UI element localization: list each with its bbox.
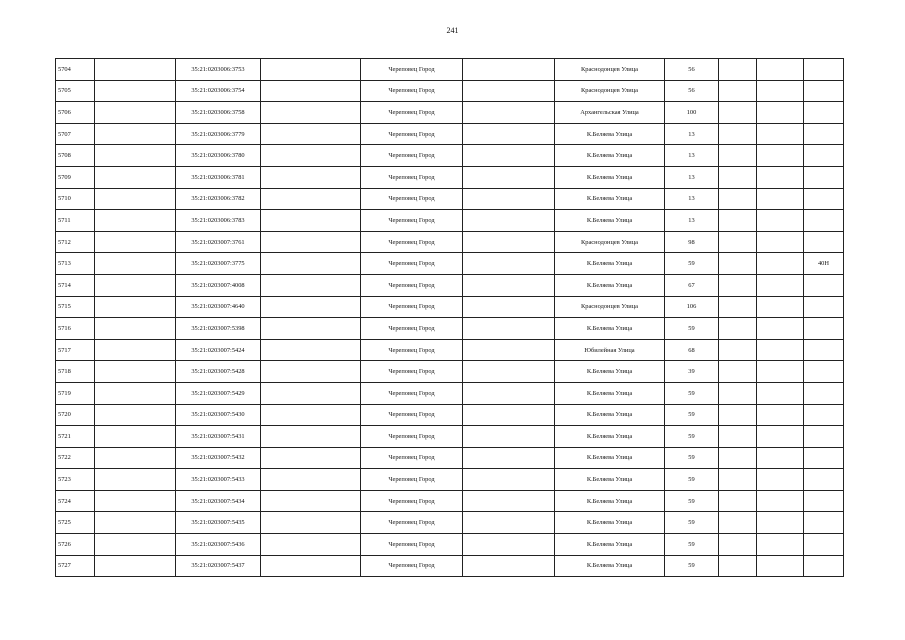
house-number-cell: 13 — [665, 210, 719, 232]
cadastral-number-cell: 35:21:0203006:3779 — [176, 123, 261, 145]
blank-cell — [463, 339, 555, 361]
blank-cell — [719, 404, 757, 426]
blank-cell — [261, 231, 361, 253]
premises-number-cell — [804, 426, 844, 448]
blank-cell — [463, 253, 555, 275]
blank-cell — [95, 166, 176, 188]
table-row — [56, 210, 844, 232]
house-number-cell: 59 — [665, 512, 719, 534]
house-number-cell: 59 — [665, 447, 719, 469]
cadastral-number-cell: 35:21:0203006:3783 — [176, 210, 261, 232]
row-number-cell: 5723 — [56, 469, 95, 491]
blank-cell — [463, 555, 555, 577]
table-row — [56, 469, 844, 491]
cadastral-number-cell: 35:21:0203007:5436 — [176, 534, 261, 556]
blank-cell — [95, 534, 176, 556]
blank-cell — [261, 534, 361, 556]
city-cell: Череповец Город — [361, 188, 463, 210]
blank-cell — [463, 102, 555, 124]
premises-number-cell — [804, 102, 844, 124]
blank-cell — [95, 145, 176, 167]
street-cell: К.Беляева Улица — [555, 404, 665, 426]
premises-number-cell — [804, 447, 844, 469]
blank-cell — [261, 296, 361, 318]
blank-cell — [463, 123, 555, 145]
row-number-cell: 5721 — [56, 426, 95, 448]
blank-cell — [261, 102, 361, 124]
blank-cell — [95, 318, 176, 340]
table-row — [56, 296, 844, 318]
blank-cell — [261, 447, 361, 469]
blank-cell — [719, 102, 757, 124]
row-number-cell: 5724 — [56, 490, 95, 512]
street-cell: К.Беляева Улица — [555, 166, 665, 188]
city-cell: Череповец Город — [361, 534, 463, 556]
house-number-cell: 39 — [665, 361, 719, 383]
city-cell: Череповец Город — [361, 469, 463, 491]
table-row — [56, 253, 844, 275]
house-number-cell: 13 — [665, 145, 719, 167]
blank-cell — [757, 447, 804, 469]
house-number-cell: 67 — [665, 274, 719, 296]
premises-number-cell — [804, 80, 844, 102]
table-row — [56, 534, 844, 556]
cadastral-number-cell: 35:21:0203007:4640 — [176, 296, 261, 318]
blank-cell — [719, 210, 757, 232]
street-cell: Краснодонцев Улица — [555, 80, 665, 102]
premises-number-cell — [804, 318, 844, 340]
premises-number-cell — [804, 145, 844, 167]
blank-cell — [261, 361, 361, 383]
premises-number-cell — [804, 382, 844, 404]
cadastral-number-cell: 35:21:0203007:5398 — [176, 318, 261, 340]
blank-cell — [757, 59, 804, 81]
table-row — [56, 102, 844, 124]
blank-cell — [261, 210, 361, 232]
blank-cell — [261, 490, 361, 512]
row-number-cell: 5720 — [56, 404, 95, 426]
street-cell: К.Беляева Улица — [555, 188, 665, 210]
blank-cell — [463, 490, 555, 512]
blank-cell — [95, 80, 176, 102]
city-cell: Череповец Город — [361, 490, 463, 512]
table-row — [56, 426, 844, 448]
blank-cell — [757, 512, 804, 534]
city-cell: Череповец Город — [361, 80, 463, 102]
blank-cell — [95, 426, 176, 448]
cadastral-number-cell: 35:21:0203007:5437 — [176, 555, 261, 577]
street-cell: Краснодонцев Улица — [555, 296, 665, 318]
cadastral-number-cell: 35:21:0203006:3758 — [176, 102, 261, 124]
row-number-cell: 5718 — [56, 361, 95, 383]
cadastral-number-cell: 35:21:0203007:5433 — [176, 469, 261, 491]
row-number-cell: 5713 — [56, 253, 95, 275]
table-row — [56, 447, 844, 469]
table-row — [56, 274, 844, 296]
blank-cell — [719, 490, 757, 512]
blank-cell — [261, 426, 361, 448]
blank-cell — [719, 382, 757, 404]
blank-cell — [757, 534, 804, 556]
premises-number-cell — [804, 512, 844, 534]
city-cell: Череповец Город — [361, 253, 463, 275]
blank-cell — [719, 231, 757, 253]
table-row — [56, 361, 844, 383]
house-number-cell: 56 — [665, 80, 719, 102]
premises-number-cell — [804, 490, 844, 512]
street-cell: К.Беляева Улица — [555, 210, 665, 232]
blank-cell — [757, 274, 804, 296]
blank-cell — [261, 253, 361, 275]
street-cell: К.Беляева Улица — [555, 318, 665, 340]
city-cell: Череповец Город — [361, 339, 463, 361]
blank-cell — [719, 339, 757, 361]
premises-number-cell — [804, 404, 844, 426]
house-number-cell: 106 — [665, 296, 719, 318]
street-cell: К.Беляева Улица — [555, 426, 665, 448]
blank-cell — [463, 231, 555, 253]
city-cell: Череповец Город — [361, 447, 463, 469]
city-cell: Череповец Город — [361, 404, 463, 426]
city-cell: Череповец Город — [361, 102, 463, 124]
blank-cell — [463, 404, 555, 426]
premises-number-cell — [804, 166, 844, 188]
street-cell: К.Беляева Улица — [555, 123, 665, 145]
blank-cell — [95, 188, 176, 210]
table-row — [56, 404, 844, 426]
blank-cell — [719, 426, 757, 448]
city-cell: Череповец Город — [361, 231, 463, 253]
blank-cell — [719, 145, 757, 167]
premises-number-cell — [804, 339, 844, 361]
cadastral-number-cell: 35:21:0203007:5434 — [176, 490, 261, 512]
blank-cell — [757, 382, 804, 404]
row-number-cell: 5709 — [56, 166, 95, 188]
house-number-cell: 59 — [665, 253, 719, 275]
table-row — [56, 382, 844, 404]
blank-cell — [95, 469, 176, 491]
house-number-cell: 59 — [665, 318, 719, 340]
street-cell: К.Беляева Улица — [555, 469, 665, 491]
blank-cell — [95, 274, 176, 296]
table-row — [56, 318, 844, 340]
table-row — [56, 80, 844, 102]
blank-cell — [719, 555, 757, 577]
street-cell: Юбилейная Улица — [555, 339, 665, 361]
blank-cell — [719, 469, 757, 491]
blank-cell — [261, 404, 361, 426]
blank-cell — [261, 339, 361, 361]
street-cell: К.Беляева Улица — [555, 145, 665, 167]
blank-cell — [95, 555, 176, 577]
cadastral-number-cell: 35:21:0203007:5428 — [176, 361, 261, 383]
blank-cell — [719, 166, 757, 188]
blank-cell — [719, 512, 757, 534]
city-cell: Череповец Город — [361, 274, 463, 296]
house-number-cell: 59 — [665, 382, 719, 404]
blank-cell — [463, 534, 555, 556]
blank-cell — [757, 296, 804, 318]
table-body — [56, 59, 844, 577]
row-number-cell: 5717 — [56, 339, 95, 361]
cadastral-number-cell: 35:21:0203007:3775 — [176, 253, 261, 275]
blank-cell — [463, 59, 555, 81]
city-cell: Череповец Город — [361, 318, 463, 340]
blank-cell — [719, 253, 757, 275]
premises-number-cell — [804, 188, 844, 210]
house-number-cell: 13 — [665, 188, 719, 210]
blank-cell — [261, 318, 361, 340]
row-number-cell: 5711 — [56, 210, 95, 232]
premises-number-cell — [804, 59, 844, 81]
row-number-cell: 5714 — [56, 274, 95, 296]
blank-cell — [719, 123, 757, 145]
table-row — [56, 123, 844, 145]
blank-cell — [95, 512, 176, 534]
blank-cell — [463, 80, 555, 102]
table-row — [56, 166, 844, 188]
blank-cell — [463, 188, 555, 210]
row-number-cell: 5726 — [56, 534, 95, 556]
city-cell: Череповец Город — [361, 555, 463, 577]
house-number-cell: 13 — [665, 123, 719, 145]
row-number-cell: 5725 — [56, 512, 95, 534]
blank-cell — [95, 296, 176, 318]
premises-number-cell — [804, 123, 844, 145]
property-registry-table — [55, 58, 844, 577]
premises-number-cell — [804, 210, 844, 232]
street-cell: К.Беляева Улица — [555, 534, 665, 556]
row-number-cell: 5707 — [56, 123, 95, 145]
blank-cell — [719, 361, 757, 383]
table-row — [56, 512, 844, 534]
blank-cell — [719, 534, 757, 556]
street-cell: К.Беляева Улица — [555, 555, 665, 577]
blank-cell — [757, 361, 804, 383]
city-cell: Череповец Город — [361, 166, 463, 188]
street-cell: Краснодонцев Улица — [555, 231, 665, 253]
blank-cell — [463, 166, 555, 188]
house-number-cell: 98 — [665, 231, 719, 253]
cadastral-number-cell: 35:21:0203006:3782 — [176, 188, 261, 210]
page-number: 241 — [446, 26, 459, 35]
blank-cell — [95, 404, 176, 426]
house-number-cell: 56 — [665, 59, 719, 81]
cadastral-number-cell: 35:21:0203007:5431 — [176, 426, 261, 448]
blank-cell — [261, 80, 361, 102]
blank-cell — [261, 188, 361, 210]
table-row — [56, 231, 844, 253]
blank-cell — [95, 382, 176, 404]
street-cell: Краснодонцев Улица — [555, 59, 665, 81]
row-number-cell: 5704 — [56, 59, 95, 81]
row-number-cell: 5705 — [56, 80, 95, 102]
blank-cell — [261, 59, 361, 81]
blank-cell — [757, 188, 804, 210]
blank-cell — [463, 318, 555, 340]
premises-number-cell: 40Н — [804, 253, 844, 275]
blank-cell — [757, 490, 804, 512]
house-number-cell: 59 — [665, 534, 719, 556]
blank-cell — [463, 426, 555, 448]
cadastral-number-cell: 35:21:0203007:5429 — [176, 382, 261, 404]
blank-cell — [463, 210, 555, 232]
blank-cell — [757, 426, 804, 448]
blank-cell — [757, 123, 804, 145]
blank-cell — [719, 447, 757, 469]
cadastral-number-cell: 35:21:0203007:5435 — [176, 512, 261, 534]
row-number-cell: 5715 — [56, 296, 95, 318]
blank-cell — [261, 382, 361, 404]
blank-cell — [95, 339, 176, 361]
cadastral-number-cell: 35:21:0203007:5430 — [176, 404, 261, 426]
house-number-cell: 68 — [665, 339, 719, 361]
street-cell: К.Беляева Улица — [555, 512, 665, 534]
cadastral-number-cell: 35:21:0203007:4008 — [176, 274, 261, 296]
blank-cell — [463, 512, 555, 534]
blank-cell — [719, 188, 757, 210]
table-row — [56, 59, 844, 81]
city-cell: Череповец Город — [361, 123, 463, 145]
blank-cell — [261, 123, 361, 145]
blank-cell — [463, 382, 555, 404]
blank-cell — [757, 145, 804, 167]
cadastral-number-cell: 35:21:0203006:3781 — [176, 166, 261, 188]
blank-cell — [757, 210, 804, 232]
street-cell: К.Беляева Улица — [555, 274, 665, 296]
house-number-cell: 59 — [665, 426, 719, 448]
table-row — [56, 555, 844, 577]
city-cell: Череповец Город — [361, 210, 463, 232]
blank-cell — [463, 145, 555, 167]
premises-number-cell — [804, 469, 844, 491]
row-number-cell: 5722 — [56, 447, 95, 469]
blank-cell — [261, 512, 361, 534]
row-number-cell: 5708 — [56, 145, 95, 167]
blank-cell — [757, 231, 804, 253]
row-number-cell: 5727 — [56, 555, 95, 577]
city-cell: Череповец Город — [361, 512, 463, 534]
city-cell: Череповец Город — [361, 296, 463, 318]
blank-cell — [95, 102, 176, 124]
blank-cell — [463, 447, 555, 469]
table-row — [56, 490, 844, 512]
city-cell: Череповец Город — [361, 145, 463, 167]
house-number-cell: 59 — [665, 490, 719, 512]
cadastral-number-cell: 35:21:0203007:5432 — [176, 447, 261, 469]
street-cell: К.Беляева Улица — [555, 490, 665, 512]
blank-cell — [95, 210, 176, 232]
blank-cell — [757, 166, 804, 188]
street-cell: К.Беляева Улица — [555, 253, 665, 275]
city-cell: Череповец Город — [361, 59, 463, 81]
blank-cell — [719, 318, 757, 340]
cadastral-number-cell: 35:21:0203006:3753 — [176, 59, 261, 81]
blank-cell — [95, 447, 176, 469]
blank-cell — [719, 80, 757, 102]
blank-cell — [95, 231, 176, 253]
blank-cell — [719, 59, 757, 81]
blank-cell — [719, 274, 757, 296]
house-number-cell: 59 — [665, 404, 719, 426]
row-number-cell: 5706 — [56, 102, 95, 124]
blank-cell — [261, 274, 361, 296]
blank-cell — [463, 469, 555, 491]
house-number-cell: 59 — [665, 469, 719, 491]
blank-cell — [463, 274, 555, 296]
blank-cell — [261, 166, 361, 188]
blank-cell — [95, 490, 176, 512]
blank-cell — [757, 253, 804, 275]
blank-cell — [757, 404, 804, 426]
city-cell: Череповец Город — [361, 361, 463, 383]
blank-cell — [95, 59, 176, 81]
blank-cell — [261, 145, 361, 167]
blank-cell — [757, 339, 804, 361]
premises-number-cell — [804, 361, 844, 383]
blank-cell — [757, 80, 804, 102]
row-number-cell: 5710 — [56, 188, 95, 210]
street-cell: К.Беляева Улица — [555, 361, 665, 383]
premises-number-cell — [804, 274, 844, 296]
blank-cell — [463, 296, 555, 318]
row-number-cell: 5712 — [56, 231, 95, 253]
blank-cell — [757, 469, 804, 491]
premises-number-cell — [804, 534, 844, 556]
blank-cell — [757, 102, 804, 124]
blank-cell — [463, 361, 555, 383]
cadastral-number-cell: 35:21:0203006:3754 — [176, 80, 261, 102]
row-number-cell: 5716 — [56, 318, 95, 340]
blank-cell — [261, 469, 361, 491]
blank-cell — [95, 123, 176, 145]
blank-cell — [719, 296, 757, 318]
premises-number-cell — [804, 296, 844, 318]
cadastral-number-cell: 35:21:0203006:3780 — [176, 145, 261, 167]
premises-number-cell — [804, 555, 844, 577]
table-row — [56, 188, 844, 210]
table-row — [56, 339, 844, 361]
street-cell: К.Беляева Улица — [555, 382, 665, 404]
row-number-cell: 5719 — [56, 382, 95, 404]
blank-cell — [95, 361, 176, 383]
house-number-cell: 59 — [665, 555, 719, 577]
blank-cell — [95, 253, 176, 275]
blank-cell — [757, 318, 804, 340]
city-cell: Череповец Город — [361, 382, 463, 404]
street-cell: Архангельская Улица — [555, 102, 665, 124]
street-cell: К.Беляева Улица — [555, 447, 665, 469]
house-number-cell: 13 — [665, 166, 719, 188]
premises-number-cell — [804, 231, 844, 253]
blank-cell — [757, 555, 804, 577]
blank-cell — [261, 555, 361, 577]
table-row — [56, 145, 844, 167]
cadastral-number-cell: 35:21:0203007:5424 — [176, 339, 261, 361]
city-cell: Череповец Город — [361, 426, 463, 448]
cadastral-number-cell: 35:21:0203007:3761 — [176, 231, 261, 253]
house-number-cell: 100 — [665, 102, 719, 124]
